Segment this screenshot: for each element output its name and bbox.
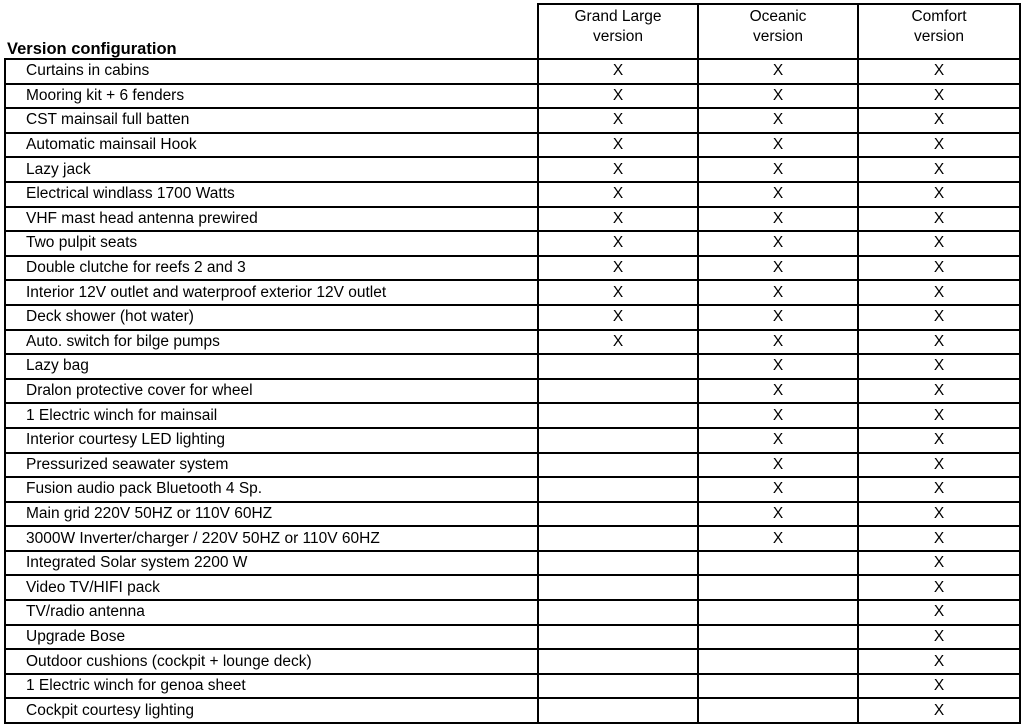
mark-cell-comfort: X — [858, 453, 1020, 478]
table-row — [5, 428, 1020, 453]
mark-cell-oceanic: X — [698, 526, 858, 551]
mark-cell-oceanic: X — [698, 428, 858, 453]
row-label: Integrated Solar system 2200 W — [5, 551, 538, 576]
mark-cell-grand-large — [538, 453, 698, 478]
mark-cell-oceanic: X — [698, 133, 858, 158]
mark-cell-oceanic: X — [698, 108, 858, 133]
mark-cell-grand-large: X — [538, 59, 698, 84]
mark-cell-comfort: X — [858, 625, 1020, 650]
row-label: Automatic mainsail Hook — [5, 133, 538, 158]
header-row — [5, 4, 1020, 59]
mark-cell-grand-large: X — [538, 256, 698, 281]
table-row — [5, 453, 1020, 478]
row-label: Fusion audio pack Bluetooth 4 Sp. — [5, 477, 538, 502]
table-row — [5, 379, 1020, 404]
table-row — [5, 551, 1020, 576]
table-row — [5, 280, 1020, 305]
mark-cell-grand-large — [538, 428, 698, 453]
mark-cell-grand-large: X — [538, 305, 698, 330]
mark-cell-comfort: X — [858, 280, 1020, 305]
row-label: CST mainsail full batten — [5, 108, 538, 133]
table-row — [5, 625, 1020, 650]
mark-cell-oceanic: X — [698, 157, 858, 182]
mark-cell-comfort: X — [858, 157, 1020, 182]
mark-cell-oceanic — [698, 625, 858, 650]
mark-cell-oceanic — [698, 551, 858, 576]
mark-cell-grand-large — [538, 354, 698, 379]
mark-cell-grand-large — [538, 526, 698, 551]
mark-cell-grand-large — [538, 477, 698, 502]
table-row — [5, 84, 1020, 109]
mark-cell-oceanic: X — [698, 256, 858, 281]
mark-cell-comfort: X — [858, 182, 1020, 207]
table-row — [5, 305, 1020, 330]
table-row — [5, 674, 1020, 699]
table-title: Version configuration — [5, 4, 538, 59]
row-label: 1 Electric winch for genoa sheet — [5, 674, 538, 699]
mark-cell-oceanic: X — [698, 403, 858, 428]
table-row — [5, 330, 1020, 355]
row-label: Double clutche for reefs 2 and 3 — [5, 256, 538, 281]
row-label: Curtains in cabins — [5, 59, 538, 84]
mark-cell-grand-large: X — [538, 330, 698, 355]
mark-cell-comfort: X — [858, 600, 1020, 625]
row-label: Main grid 220V 50HZ or 110V 60HZ — [5, 502, 538, 527]
table-row — [5, 502, 1020, 527]
mark-cell-oceanic: X — [698, 182, 858, 207]
mark-cell-comfort: X — [858, 207, 1020, 232]
table-row — [5, 59, 1020, 84]
mark-cell-oceanic — [698, 698, 858, 723]
table-row — [5, 157, 1020, 182]
mark-cell-comfort: X — [858, 231, 1020, 256]
mark-cell-grand-large — [538, 551, 698, 576]
column-header-line2: version — [914, 28, 964, 45]
row-label: VHF mast head antenna prewired — [5, 207, 538, 232]
column-header-comfort — [858, 4, 1020, 59]
table-row — [5, 133, 1020, 158]
row-label: Deck shower (hot water) — [5, 305, 538, 330]
table-row — [5, 403, 1020, 428]
mark-cell-grand-large: X — [538, 182, 698, 207]
mark-cell-oceanic: X — [698, 207, 858, 232]
mark-cell-comfort: X — [858, 330, 1020, 355]
row-label: Dralon protective cover for wheel — [5, 379, 538, 404]
row-label: Outdoor cushions (cockpit + lounge deck) — [5, 649, 538, 674]
mark-cell-comfort: X — [858, 305, 1020, 330]
mark-cell-comfort: X — [858, 133, 1020, 158]
table-row — [5, 698, 1020, 723]
mark-cell-grand-large: X — [538, 108, 698, 133]
table-row — [5, 575, 1020, 600]
row-label: Mooring kit + 6 fenders — [5, 84, 538, 109]
mark-cell-grand-large: X — [538, 231, 698, 256]
mark-cell-oceanic: X — [698, 84, 858, 109]
mark-cell-grand-large: X — [538, 207, 698, 232]
mark-cell-oceanic: X — [698, 305, 858, 330]
row-label: Interior courtesy LED lighting — [5, 428, 538, 453]
row-label: Lazy bag — [5, 354, 538, 379]
table-body — [5, 59, 1020, 723]
mark-cell-grand-large — [538, 502, 698, 527]
mark-cell-oceanic: X — [698, 477, 858, 502]
mark-cell-oceanic: X — [698, 280, 858, 305]
mark-cell-oceanic: X — [698, 231, 858, 256]
mark-cell-oceanic — [698, 674, 858, 699]
column-header-line1: Comfort — [911, 8, 967, 25]
mark-cell-comfort: X — [858, 59, 1020, 84]
mark-cell-comfort: X — [858, 108, 1020, 133]
table-row — [5, 526, 1020, 551]
mark-cell-grand-large: X — [538, 84, 698, 109]
column-header-line2: version — [753, 28, 803, 45]
mark-cell-oceanic: X — [698, 453, 858, 478]
mark-cell-comfort: X — [858, 698, 1020, 723]
row-label: TV/radio antenna — [5, 600, 538, 625]
row-label: Pressurized seawater system — [5, 453, 538, 478]
table-row — [5, 182, 1020, 207]
table-row — [5, 256, 1020, 281]
mark-cell-grand-large — [538, 403, 698, 428]
mark-cell-oceanic: X — [698, 330, 858, 355]
mark-cell-grand-large — [538, 575, 698, 600]
table-row — [5, 354, 1020, 379]
mark-cell-comfort: X — [858, 551, 1020, 576]
mark-cell-grand-large: X — [538, 133, 698, 158]
table-row — [5, 477, 1020, 502]
mark-cell-comfort: X — [858, 256, 1020, 281]
mark-cell-grand-large: X — [538, 280, 698, 305]
row-label: Video TV/HIFI pack — [5, 575, 538, 600]
version-configuration-table — [4, 3, 1021, 724]
row-label: Two pulpit seats — [5, 231, 538, 256]
mark-cell-oceanic: X — [698, 379, 858, 404]
mark-cell-grand-large: X — [538, 157, 698, 182]
row-label: Auto. switch for bilge pumps — [5, 330, 538, 355]
column-header-oceanic — [698, 4, 858, 59]
mark-cell-comfort: X — [858, 526, 1020, 551]
row-label: Electrical windlass 1700 Watts — [5, 182, 538, 207]
mark-cell-oceanic — [698, 649, 858, 674]
mark-cell-oceanic: X — [698, 502, 858, 527]
table-row — [5, 231, 1020, 256]
mark-cell-comfort: X — [858, 477, 1020, 502]
mark-cell-comfort: X — [858, 428, 1020, 453]
mark-cell-comfort: X — [858, 354, 1020, 379]
mark-cell-grand-large — [538, 625, 698, 650]
row-label: Upgrade Bose — [5, 625, 538, 650]
mark-cell-comfort: X — [858, 575, 1020, 600]
column-header-line2: version — [593, 28, 643, 45]
mark-cell-grand-large — [538, 600, 698, 625]
row-label: Cockpit courtesy lighting — [5, 698, 538, 723]
table-row — [5, 600, 1020, 625]
row-label: Interior 12V outlet and waterproof exterior 12V outlet — [5, 280, 538, 305]
table-row — [5, 108, 1020, 133]
mark-cell-oceanic — [698, 600, 858, 625]
mark-cell-comfort: X — [858, 379, 1020, 404]
mark-cell-comfort: X — [858, 649, 1020, 674]
mark-cell-grand-large — [538, 379, 698, 404]
table-row — [5, 649, 1020, 674]
mark-cell-oceanic: X — [698, 59, 858, 84]
mark-cell-grand-large — [538, 649, 698, 674]
row-label: 1 Electric winch for mainsail — [5, 403, 538, 428]
mark-cell-comfort: X — [858, 502, 1020, 527]
mark-cell-oceanic: X — [698, 354, 858, 379]
mark-cell-comfort: X — [858, 403, 1020, 428]
table-row — [5, 207, 1020, 232]
mark-cell-grand-large — [538, 698, 698, 723]
mark-cell-comfort: X — [858, 84, 1020, 109]
mark-cell-oceanic — [698, 575, 858, 600]
row-label: 3000W Inverter/charger / 220V 50HZ or 110V 60HZ — [5, 526, 538, 551]
column-header-line1: Oceanic — [749, 8, 807, 25]
column-header-grand-large — [538, 4, 698, 59]
column-header-line1: Grand Large — [574, 8, 662, 25]
mark-cell-comfort: X — [858, 674, 1020, 699]
mark-cell-grand-large — [538, 674, 698, 699]
row-label: Lazy jack — [5, 157, 538, 182]
